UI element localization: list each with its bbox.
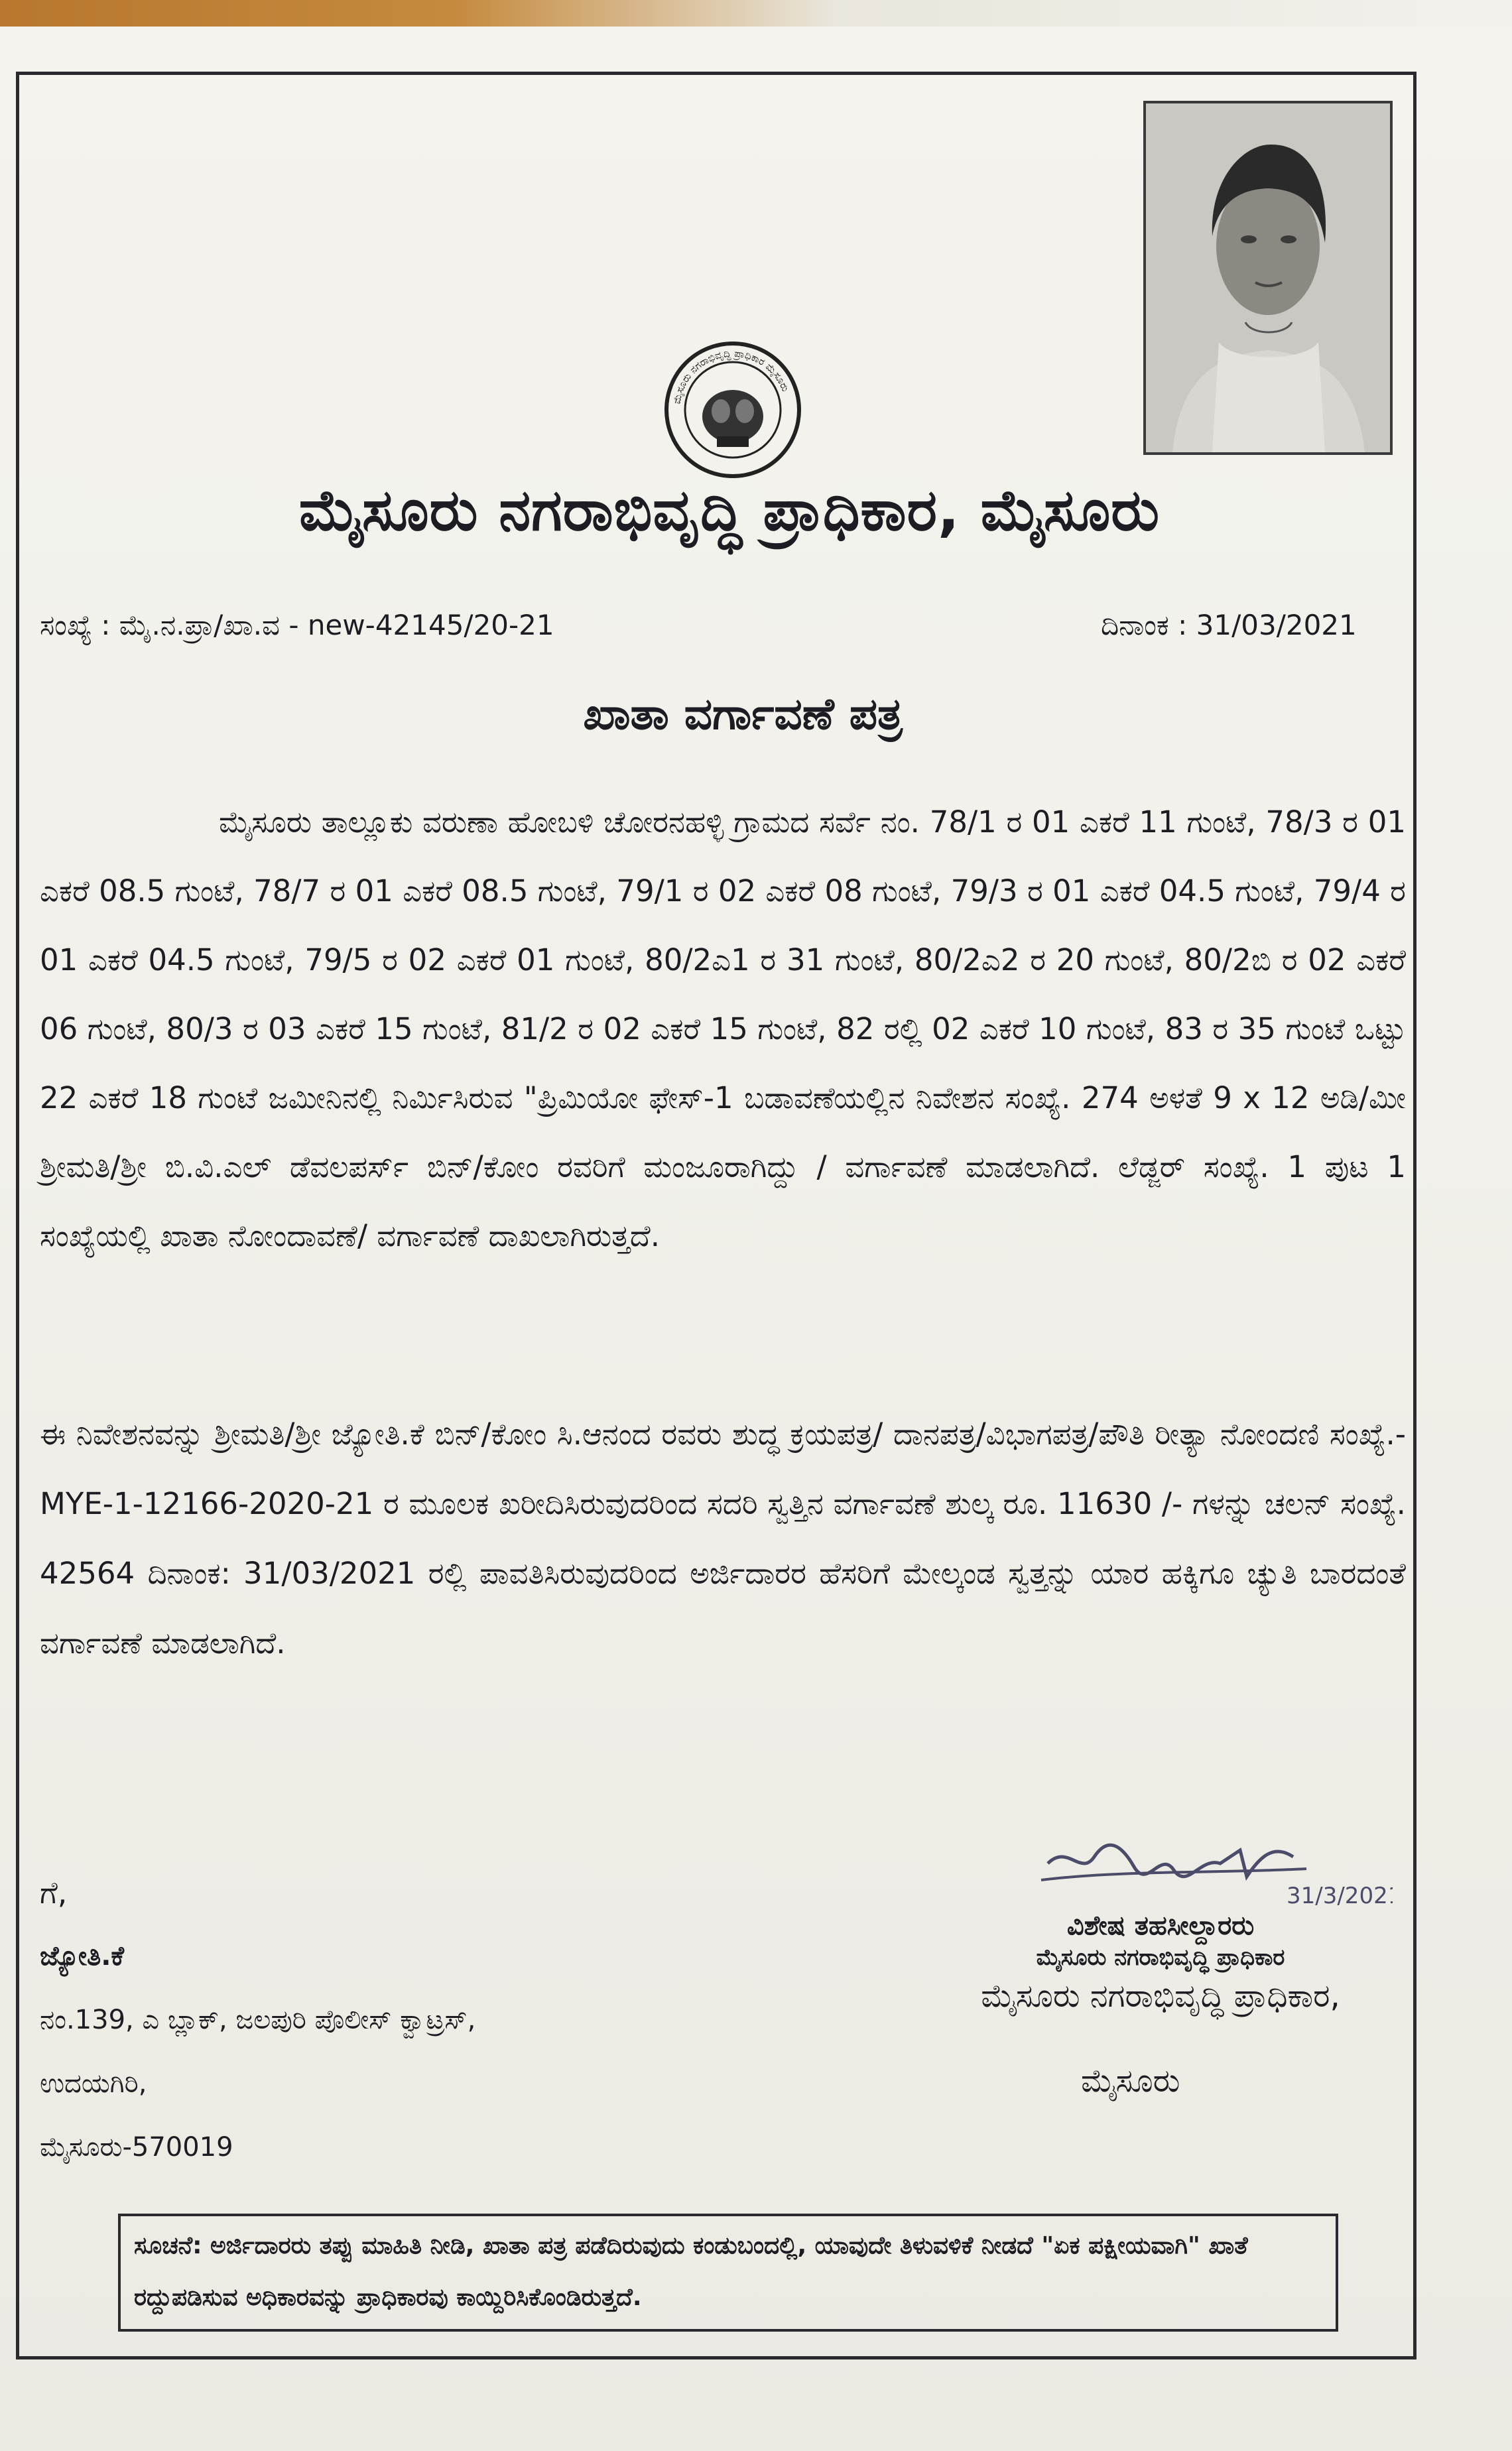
signatory-organisation: ಮೈಸೂರು ನಗರಾಭಿವೃದ್ಧಿ ಪ್ರಾಧಿಕಾರ, bbox=[981, 1978, 1340, 2015]
recipient-address-line1: ನಂ.139, ಎ ಬ್ಲಾಕ್, ಜಲಪುರಿ ಪೊಲೀಸ್ ಕ್ವಾಟ್ರಸ್, bbox=[40, 2005, 476, 2035]
paper-edge bbox=[0, 0, 1512, 27]
notice-box bbox=[118, 2214, 1338, 2332]
transfer-paragraph: ಈ ನಿವೇಶನವನ್ನು ಶ್ರೀಮತಿ/ಶ್ರೀ ಜ್ಯೋತಿ.ಕೆ ಬಿನ್/ಕೋಂ ಸಿ.ಆನಂದ ರವರು ಶುದ್ಧ ಕ್ರಯಪತ್ರ/ ದಾನಪತ್ರ/ವಿಭಾಗಪತ್ರ/ಪೌತಿ ರೀತ್ಯಾ ನೋಂದಣಿ ಸಂಖ್ಯೆ.- MYE-1-12166-2020-21 ರ ಮೂಲಕ ಖರೀದಿಸಿರುವುದರಿಂದ ಸದರಿ ಸ್ವತ್ತಿನ ವರ್ಗಾವಣೆ ಶುಲ್ಕ ರೂ. 11630 /- ಗಳನ್ನು ಚಲನ್ ಸಂಖ್ಯೆ. 42564 ದಿನಾಂಕ: 31/03/2021 ರಲ್ಲಿ ಪಾವತಿಸಿರುವುದರಿಂದ ಅರ್ಜಿದಾರರ ಹೆಸರಿಗೆ ಮೇಲ್ಕಂಡ ಸ್ವತ್ತನ್ನು ಯಾರ ಹಕ್ಕಿಗೂ ಚ್ಯುತಿ ಬಾರದಂತೆ ವರ್ಗಾವಣೆ ಮಾಡಲಾಗಿದೆ. bbox=[40, 1416, 1406, 1661]
recipient-address bbox=[40, 1861, 475, 2179]
document-title: ಖಾತಾ ವರ್ಗಾವಣೆ ಪತ್ರ bbox=[583, 688, 903, 739]
authority-title: ಮೈಸೂರು ನಗರಾಭಿವೃದ್ಧಿ ಪ್ರಾಧಿಕಾರ, ಮೈಸೂರು bbox=[298, 477, 1161, 544]
issue-date: ದಿನಾಂಕ : 31/03/2021 bbox=[1101, 609, 1357, 641]
recipient-salutation: ಗೆ, bbox=[40, 1875, 68, 1911]
authority-seal bbox=[660, 337, 806, 483]
notice-text: ಸೂಚನೆ: ಅರ್ಜಿದಾರರು ತಪ್ಪು ಮಾಹಿತಿ ನೀಡಿ, ಖಾತಾ ಪತ್ರ ಪಡೆದಿರುವುದು ಕಂಡುಬಂದಲ್ಲಿ, ಯಾವುದೇ ತಿಳುವಳಿಕೆ ನೀಡದೆ "ಏಕ ಪಕ್ಷೀಯವಾಗಿ" ಖಾತೆ ರದ್ದುಪಡಿಸುವ ಅಧಿಕಾರವನ್ನು ಪ್ರಾಧಿಕಾರವು ಕಾಯ್ದಿರಿಸಿಕೊಂಡಿರುತ್ತದೆ. bbox=[134, 2232, 1248, 2311]
officer-designation-stamp bbox=[922, 1910, 1399, 1974]
designation-title: ವಿಶೇಷ ತಹಸೀಲ್ದಾರರು bbox=[1066, 1911, 1255, 1941]
applicant-photo bbox=[1143, 101, 1393, 455]
reference-number: ಸಂಖ್ಯೆ : ಮೈ.ನ.ಪ್ರಾ/ಖಾ.ವ - new-42145/20-21 bbox=[40, 609, 554, 641]
designation-stamp-org: ಮೈಸೂರು ನಗರಾಭಿವೃದ್ಧಿ ಪ್ರಾಧಿಕಾರ bbox=[1036, 1944, 1285, 1971]
property-paragraph: ಮೈಸೂರು ತಾಲ್ಲೂಕು ವರುಣಾ ಹೋಬಳಿ ಚೋರನಹಳ್ಳಿ ಗ್ರಾಮದ ಸರ್ವೆ ನಂ. 78/1 ರ 01 ಎಕರೆ 11 ಗುಂಟೆ, 78/3 ರ 01 ಎಕರೆ 08.5 ಗುಂಟೆ, 78/7 ರ 01 ಎಕರೆ 08.5 ಗುಂಟೆ, 79/1 ರ 02 ಎಕರೆ 08 ಗುಂಟೆ, 79/3 ರ 01 ಎಕರೆ 04.5 ಗುಂಟೆ, 79/4 ರ 01 ಎಕರೆ 04.5 ಗುಂಟೆ, 79/5 ರ 02 ಎಕರೆ 01 ಗುಂಟೆ, 80/2ಎ1 ರ 31 ಗುಂಟೆ, 80/2ಎ2 ರ 20 ಗುಂಟೆ, 80/2ಬಿ ರ 02 ಎಕರೆ 06 ಗುಂಟೆ, 80/3 ರ 03 ಎಕರೆ 15 ಗುಂಟೆ, 81/2 ರ 02 ಎಕರೆ 15 ಗುಂಟೆ, 82 ರಲ್ಲಿ 02 ಎಕರೆ 10 ಗುಂಟೆ, 83 ರ 35 ಗುಂಟೆ ಒಟ್ಟು 22 ಎಕರೆ 18 ಗುಂಟೆ ಜಮೀನಿನಲ್ಲಿ ನಿರ್ಮಿಸಿರುವ "ಪ್ರಿಮಿಯೋ ಫೇಸ್-1 ಬಡಾವಣೆಯಲ್ಲಿನ ನಿವೇಶನ ಸಂಖ್ಯೆ. 274 ಅಳತೆ 9 x 12 ಅಡಿ/ಮೀ ಶ್ರೀಮತಿ/ಶ್ರೀ ಬಿ.ವಿ.ಎಲ್ ಡೆವಲಪರ್ಸ್ ಬಿನ್/ಕೋಂ ರವರಿಗೆ ಮಂಜೂರಾಗಿದ್ದು / ವರ್ಗಾವಣೆ ಮಾಡಲಾಗಿದೆ. ಲೆಡ್ಜರ್ ಸಂಖ್ಯೆ. 1 ಪುಟ 1 ಸಂಖ್ಯೆಯಲ್ಲಿ ಖಾತಾ ನೋಂದಾವಣೆ/ ವರ್ಗಾವಣೆ ದಾಖಲಾಗಿರುತ್ತದೆ. bbox=[40, 804, 1406, 1253]
signature-date: 31/3/2021 bbox=[1287, 1883, 1393, 1909]
recipient-name: ಜ್ಯೋತಿ.ಕೆ bbox=[40, 1941, 125, 1972]
officer-signature bbox=[1021, 1817, 1393, 1919]
seal-text: ಮೈಸೂರು ನಗರಾಭಿವೃದ್ಧಿ ಪ್ರಾಧಿಕಾರ ಮೈಸೂರು bbox=[670, 347, 792, 405]
signatory-city: ಮೈಸೂರು bbox=[1081, 2062, 1180, 2100]
recipient-address-line3: ಮೈಸೂರು-570019 bbox=[40, 2132, 233, 2163]
recipient-address-line2: ಉದಯಗಿರಿ, bbox=[40, 2068, 147, 2099]
